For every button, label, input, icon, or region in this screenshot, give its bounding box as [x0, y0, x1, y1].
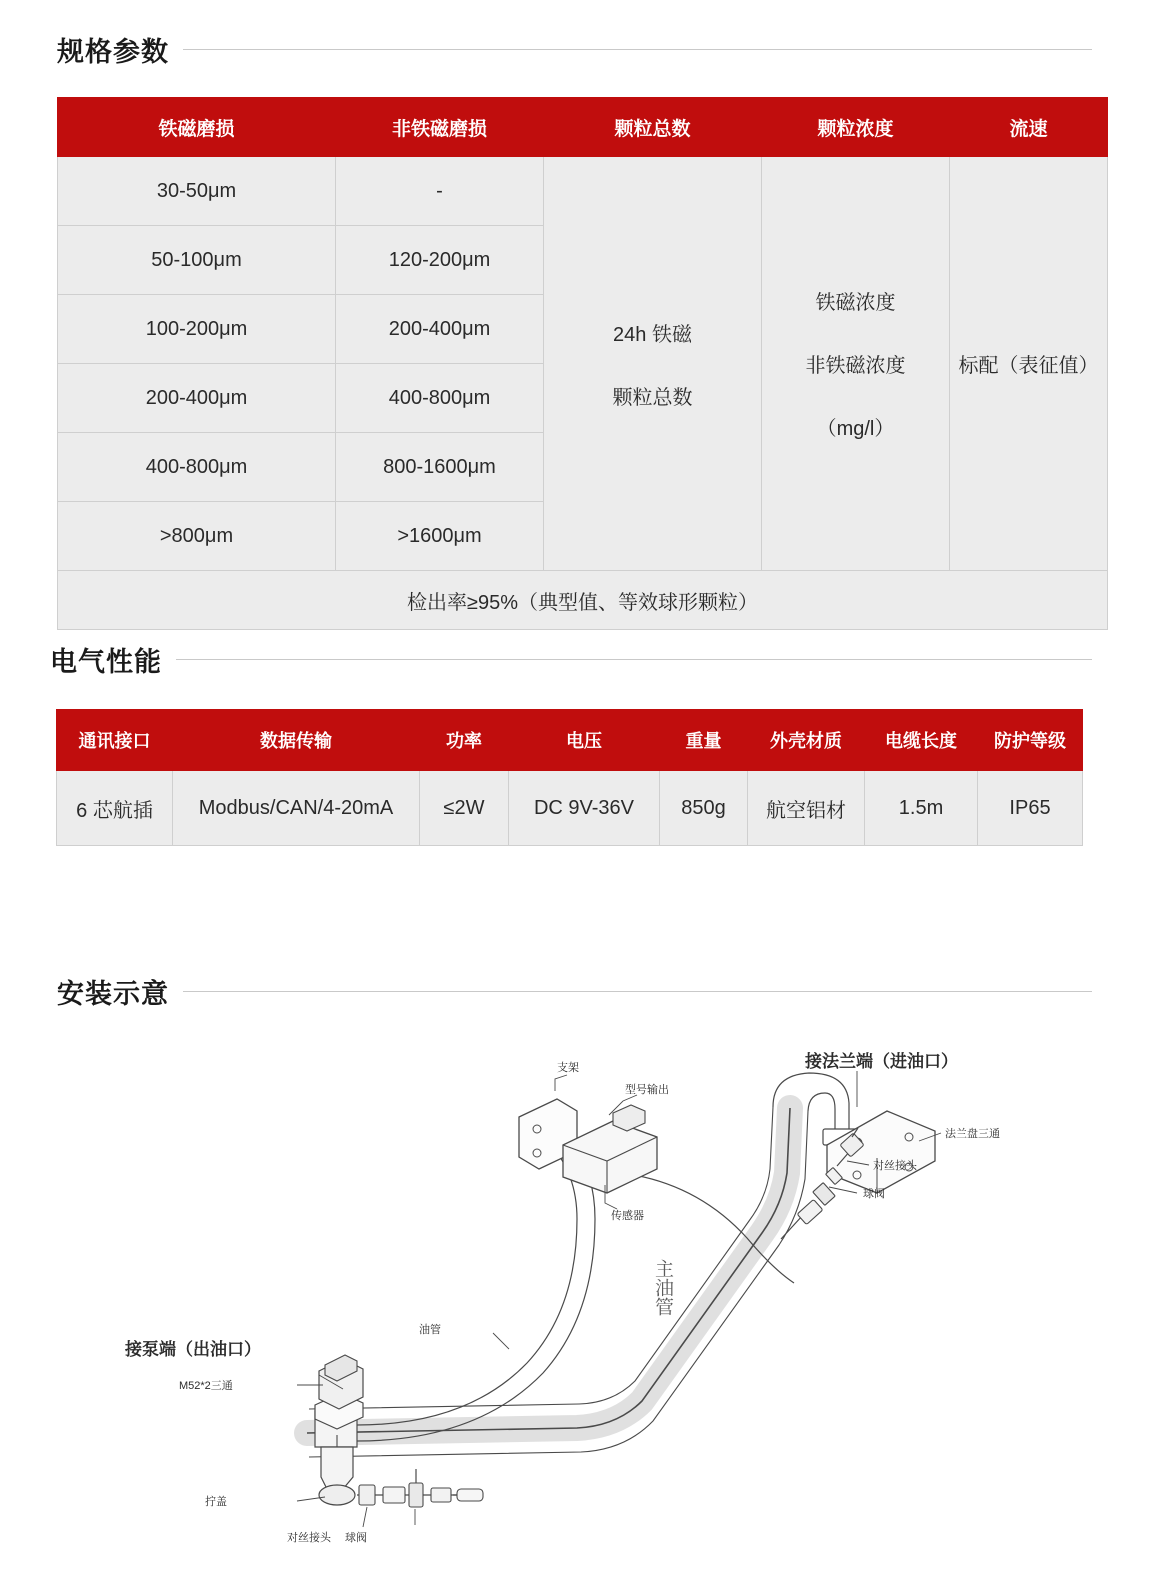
elec-value-housing: 航空铝材 [748, 771, 865, 846]
electrical-section-heading [50, 640, 1092, 679]
elec-col-protection: 防护等级 [978, 710, 1083, 771]
heading-divider [183, 49, 1092, 50]
particle-total-line1: 24h 铁磁 [613, 323, 692, 346]
electrical-section-title: 电气性能 [50, 647, 162, 677]
spec-col-nonferrous: 非铁磁磨损 [336, 98, 544, 157]
table-header-row [57, 710, 1083, 771]
particle-total-line2: 颗粒总数 [612, 386, 693, 409]
cell-nonferrous-5: 800-1600μm [336, 433, 544, 502]
elec-value-data-transfer: Modbus/CAN/4-20mA [173, 771, 420, 846]
elec-col-voltage: 电压 [509, 710, 660, 771]
label-ball-valve-right: 球阀 [863, 1188, 885, 1200]
electrical-table [56, 709, 1083, 846]
spec-col-concentration: 颗粒浓度 [762, 98, 950, 157]
spec-col-flow: 流速 [950, 98, 1108, 157]
cell-nonferrous-4: 400-800μm [336, 364, 544, 433]
elec-col-housing: 外壳材质 [748, 710, 865, 771]
spec-col-ferrous: 铁磁磨损 [58, 98, 336, 157]
install-section-title: 安装示意 [57, 979, 169, 1009]
heading-divider [183, 991, 1092, 992]
elec-value-cable-length: 1.5m [865, 771, 978, 846]
elec-value-weight: 850g [660, 771, 748, 846]
concentration-line1: 铁磁浓度 [815, 292, 896, 314]
cell-nonferrous-1: - [336, 157, 544, 226]
label-bracket: 支架 [557, 1062, 579, 1074]
cell-ferrous-2: 50-100μm [58, 226, 336, 295]
elec-col-cable-length: 电缆长度 [865, 710, 978, 771]
label-thread-joint-right: 对丝接头 [873, 1160, 917, 1172]
spec-table [57, 97, 1108, 630]
elec-value-interface: 6 芯航插 [57, 771, 173, 846]
cell-flow: 标配（表征值） [950, 157, 1108, 571]
table-row [57, 771, 1083, 846]
table-header-row [58, 98, 1108, 157]
cell-ferrous-1: 30-50μm [58, 157, 336, 226]
cell-nonferrous-2: 120-200μm [336, 226, 544, 295]
label-pump-end: 接泵端（出油口） [125, 1340, 261, 1359]
label-m52-tee: M52*2三通 [179, 1380, 233, 1392]
cell-ferrous-3: 100-200μm [58, 295, 336, 364]
spec-section [57, 30, 1099, 630]
cell-ferrous-6: >800μm [58, 502, 336, 571]
label-sensor: 传感器 [611, 1210, 644, 1222]
table-row [58, 157, 1108, 226]
elec-col-weight: 重量 [660, 710, 748, 771]
elec-col-interface: 通讯接口 [57, 710, 173, 771]
elec-value-power: ≤2W [420, 771, 509, 846]
cell-ferrous-4: 200-400μm [58, 364, 336, 433]
cell-ferrous-5: 400-800μm [58, 433, 336, 502]
label-model-output: 型号输出 [625, 1084, 669, 1096]
spec-section-title: 规格参数 [57, 37, 169, 67]
elec-col-data-transfer: 数据传输 [173, 710, 420, 771]
label-main-oil-pipe: 主油管 [652, 1259, 673, 1316]
elec-value-voltage: DC 9V-36V [509, 771, 660, 846]
label-thread-joint-left: 对丝接头 [287, 1532, 331, 1544]
spec-col-particle-total: 颗粒总数 [544, 98, 762, 157]
cell-nonferrous-6: >1600μm [336, 502, 544, 571]
install-section [57, 972, 1092, 1593]
label-flange-end: 接法兰端（进油口） [805, 1052, 958, 1071]
concentration-line3: （mg/l） [816, 418, 895, 440]
cell-particle-total [544, 157, 762, 571]
spec-footer-note: 检出率≥95%（典型值、等效球形颗粒） [58, 571, 1108, 630]
elec-value-protection: IP65 [978, 771, 1083, 846]
label-flange-tee: 法兰盘三通 [945, 1128, 1000, 1140]
concentration-line2: 非铁磁浓度 [805, 355, 906, 377]
elec-col-power: 功率 [420, 710, 509, 771]
table-footer-row [58, 571, 1108, 630]
label-oil-pipe: 油管 [419, 1324, 441, 1336]
cell-nonferrous-3: 200-400μm [336, 295, 544, 364]
spec-section-heading [57, 30, 1092, 69]
install-diagram [57, 1033, 1092, 1593]
install-diagram-drawing [57, 1033, 1092, 1593]
install-section-heading [57, 972, 1092, 1011]
label-cap: 拧盖 [205, 1496, 227, 1508]
label-ball-valve-left: 球阀 [345, 1532, 367, 1544]
cell-concentration [762, 157, 950, 571]
electrical-section [50, 640, 1092, 846]
heading-divider [176, 659, 1092, 660]
